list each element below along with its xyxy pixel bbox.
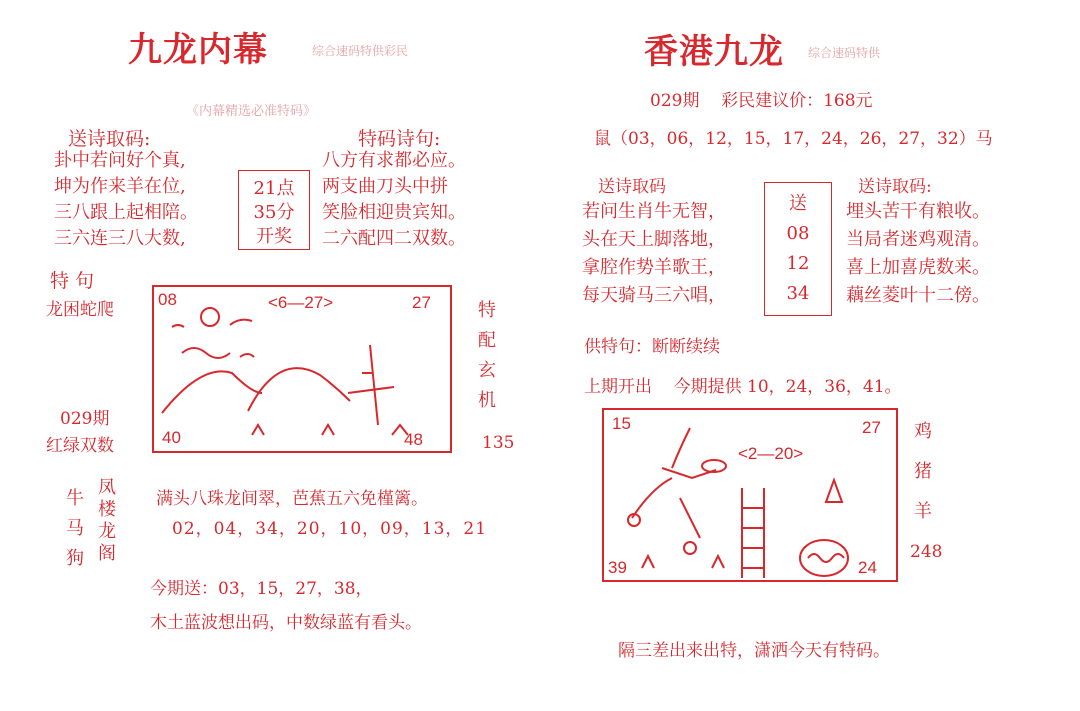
left-subtitle: 《内幕精选必准特码》 — [186, 104, 317, 119]
left-drawing-tr: 27 — [412, 293, 431, 312]
poem-line: 坤为作来羊在位, — [54, 176, 186, 197]
left-drawing-bl: 40 — [162, 428, 181, 447]
left-special-header: 特码诗句: — [358, 128, 441, 150]
left-right-vertical — [476, 296, 498, 416]
poem-line: 埋头苦干有粮收。 — [846, 201, 990, 222]
left-today: 今期送：03，15，27，38， — [150, 579, 373, 599]
poem-line: 喜上加喜虎数来。 — [846, 257, 990, 278]
poem-line: 每天骑马三六唱， — [582, 285, 726, 306]
center-box-line: 12 — [786, 253, 810, 274]
poem-line: 三六连三八大数, — [54, 228, 186, 249]
right-last: 上期开出 今期提供 10，24，36，41。 — [584, 377, 902, 397]
left-title: 九龙内幕 — [128, 30, 268, 70]
right-poem-header-left: 送诗取码 — [598, 177, 666, 197]
zodiac-char: 狗 — [66, 548, 84, 569]
zodiac-char: 牛 — [66, 488, 84, 509]
left-zodiac-col-a — [64, 484, 86, 574]
left-poem — [54, 148, 234, 252]
vertical-char: 机 — [478, 390, 496, 411]
vertical-char: 羊 — [914, 501, 932, 522]
right-drawing-range: <2—20> — [738, 444, 804, 463]
center-box-line: 开奖 — [256, 226, 292, 247]
right-title: 香港九龙 — [644, 32, 784, 72]
left-box-num: 135 — [482, 433, 515, 453]
special-line: 八方有求都必应。 — [322, 150, 466, 171]
poem-line: 藕丝菱叶十二傍。 — [846, 285, 990, 306]
left-zodiac-col-b — [96, 477, 118, 565]
center-box-line: 送 — [789, 193, 807, 214]
special-line: 二六配四二双数。 — [322, 228, 466, 249]
left-te-ju-label: 特 句 — [50, 270, 95, 292]
zodiac-char: 凤 — [98, 477, 116, 498]
poem-line: 头在天上脚落地， — [582, 229, 726, 250]
left-title-side: 综合速码特供彩民 — [312, 44, 409, 58]
right-poem-left — [582, 198, 762, 310]
right-title-side: 综合速码特供 — [808, 46, 881, 60]
left-red-green: 红绿双数 — [46, 436, 114, 456]
right-sketch — [602, 408, 898, 582]
zodiac-char: 马 — [66, 518, 84, 539]
special-line: 笑脸相迎贵宾知。 — [322, 202, 466, 223]
zodiac-char: 龙 — [98, 521, 116, 542]
special-line: 两支曲刀头中拼 — [322, 176, 448, 197]
left-poem-header: 送诗取码: — [68, 128, 151, 150]
center-box-line: 35分 — [253, 202, 295, 223]
vertical-char: 特 — [478, 300, 496, 321]
poem-line: 三八跟上起相陪。 — [54, 202, 198, 223]
poem-line: 当局者迷鸡观清。 — [846, 229, 990, 250]
poem-line: 若问生肖牛无智， — [582, 201, 726, 222]
left-drawing-range: <6—27> — [268, 293, 334, 312]
right-box-num: 248 — [910, 542, 943, 562]
left-numbers: 02，04，34，20，10，09，13，21 — [172, 519, 488, 539]
right-rat-line: 鼠（03，06，12，15，17，24，26，27，32）马 — [594, 129, 993, 149]
center-box-line: 21点 — [253, 178, 295, 199]
center-box-line: 08 — [786, 223, 810, 244]
right-drawing-br: 24 — [858, 558, 877, 577]
vertical-char: 配 — [478, 330, 496, 351]
right-right-vertical — [912, 412, 934, 532]
right-footer: 隔三差出来出特，潇洒今天有特码。 — [618, 641, 890, 661]
left-center-box — [238, 170, 310, 250]
right-drawing-tr: 27 — [862, 418, 881, 437]
right-drawing-bl: 39 — [608, 558, 627, 577]
zodiac-char: 阁 — [98, 543, 116, 564]
right-issue-line: 029期 彩民建议价：168元 — [650, 91, 873, 111]
left-te-ju-text: 龙困蛇爬 — [46, 300, 114, 320]
zodiac-char: 楼 — [98, 499, 116, 520]
right-drawing-tl: 15 — [612, 414, 631, 433]
left-special-lines — [322, 148, 512, 252]
right-special: 供特句：断断续续 — [584, 337, 720, 357]
left-footer: 木土蓝波想出码，中数绿蓝有看头。 — [150, 613, 422, 633]
poem-line: 卦中若问好个真, — [54, 150, 186, 171]
left-drawing-br: 48 — [404, 430, 423, 449]
vertical-char: 玄 — [478, 360, 496, 381]
vertical-char: 猪 — [914, 461, 932, 482]
poem-line: 拿腔作势羊歌王， — [582, 257, 726, 278]
right-poem-header-right: 送诗取码: — [858, 177, 932, 197]
left-sketch — [152, 285, 452, 453]
left-drawing-tl: 08 — [158, 290, 177, 309]
center-box-line: 34 — [786, 283, 810, 304]
vertical-char: 鸡 — [914, 421, 932, 442]
left-verse: 满头八珠龙间翠，芭蕉五六免槿篱。 — [156, 489, 428, 509]
right-poem-right — [846, 198, 1036, 310]
right-center-box — [764, 182, 832, 316]
left-issue: 029期 — [60, 409, 110, 429]
